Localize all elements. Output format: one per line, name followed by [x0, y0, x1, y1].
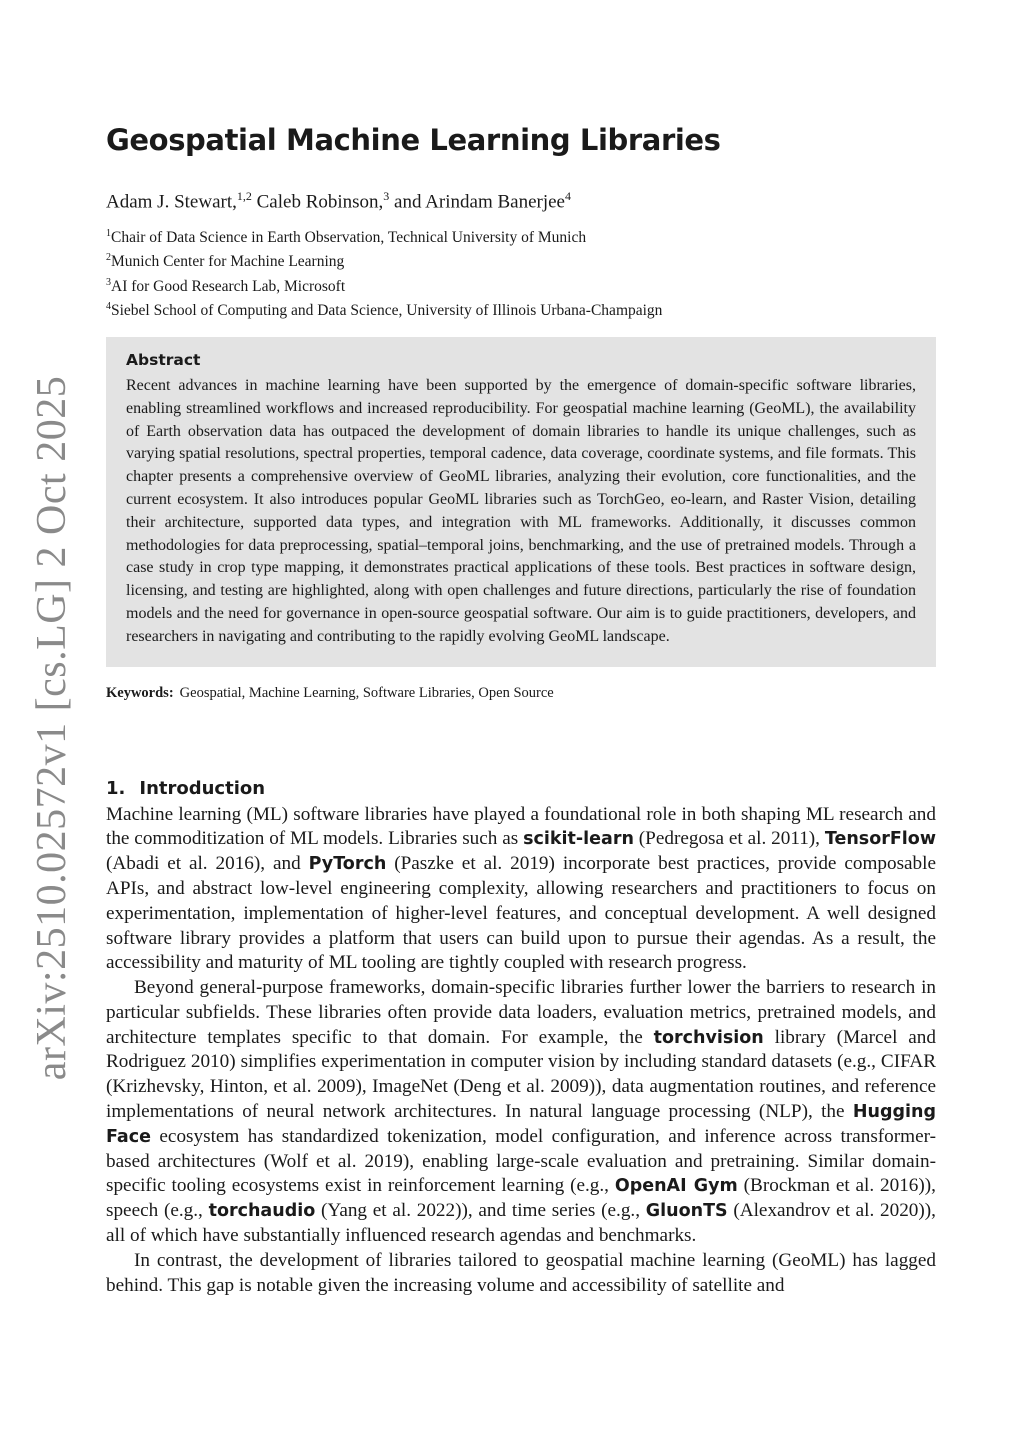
section-title: Introduction: [139, 777, 266, 799]
library-gluonts: GluonTS: [645, 1201, 728, 1222]
paragraph-2-text-1: Beyond general-purpose frameworks, domain-specific libraries further lower the barriers to research in particular subfields. These libraries often provide data loaders, evaluation metrics, pretrained models, and architecture templates specific to that domain. For example, the: [106, 977, 936, 1048]
library-openai-gym: OpenAI Gym: [614, 1176, 738, 1197]
paragraph-1-text-1: Machine learning (ML) software libraries have played a foundational role in both shaping ML research and the commoditization of ML models. Libraries such as: [106, 803, 936, 850]
affiliation-3-text: AI for Good Research Lab, Microsoft: [111, 277, 346, 295]
abstract-text: Recent advances in machine learning have been supported by the emergence of domain-specific software libraries, enabling streamlined workflows and increased reproducibility. For geospatial machine learning (GeoML), the availability of Earth observation data has outpaced the development of domain libraries to handle its unique challenges, such as varying spatial resolutions, spectral properties, temporal cadence, data coverage, coordinate systems, and file formats. This chapter presents a comprehensive overview of GeoML libraries, analyzing their evolution, core functionalities, and the current ecosystem. It also introduces popular GeoML libraries such as TorchGeo, eo-learn, and Raster Vision, detailing their architecture, supported data types, and integration with ML frameworks. Additionally, it discusses common methodologies for data preprocessing, spatial–temporal joins, benchmarking, and the use of pretrained models. Through a case study in crop type mapping, it demonstrates practical applications of these tools. Best practices in software design, licensing, and testing are highlighted, along with open challenges and future directions, particularly the rise of foundation models and the need for governance in open-source geospatial software. Our aim is to guide practitioners, developers, and researchers in navigating and contributing to the rapidly evolving GeoML landscape.: [126, 376, 916, 645]
keywords-value: Geospatial, Machine Learning, Software Libraries, Open Source: [179, 684, 554, 701]
abstract-heading: Abstract: [126, 350, 201, 369]
affiliation-1-marker: 1: [106, 228, 111, 240]
paragraph-2-text-2: library (Marcel and Rodriguez 2010) simplifies experimentation in computer vision by including standard datasets (e.g., CIFAR (Krizhevsky, Hinton, et al. 2009), ImageNet (Deng et al. 2009)), data augmentation routines, and reference implementations of neural network architectures. In natural language processing (NLP), the: [106, 1026, 936, 1123]
affiliation-1: [106, 224, 936, 248]
section-number: 1.: [106, 777, 126, 799]
affiliation-1-text: Chair of Data Science in Earth Observation, Technical University of Munich: [111, 229, 587, 247]
affiliation-4-text: Siebel School of Computing and Data Science, University of Illinois Urbana-Champaign: [111, 301, 663, 319]
paragraph-2-text-6: (Alexandrov et al. 2020)), all of which have substantially influenced research agendas and benchmarks.: [106, 1200, 936, 1247]
affiliation-2-text: Munich Center for Machine Learning: [111, 253, 345, 271]
library-torchvision: torchvision: [653, 1027, 764, 1048]
affiliation-4: [106, 297, 936, 321]
author-list: [106, 184, 936, 214]
paragraph-2-text-4: (Brockman et al. 2016)), speech (e.g.,: [106, 1175, 936, 1222]
affiliation-2: [106, 248, 936, 272]
library-pytorch: PyTorch: [308, 854, 387, 875]
section-body: [106, 803, 936, 1299]
paragraph-1-text-4: (Paszke et al. 2019) incorporate best practices, provide composable APIs, and abstract low-level engineering complexity, allowing researchers and practitioners to focus on experimentation, implementation of higher-level features, and conceptual development. A well designed software library provides a platform that users can build upon to pursue their agendas. As a result, the accessibility and maturity of ML tooling are tightly coupled with research progress.: [106, 853, 936, 974]
library-scikit-learn: scikit-learn: [523, 829, 634, 850]
author-banerjee: and Arindam Banerjee: [389, 191, 565, 213]
paragraph-2: [106, 976, 936, 1249]
abstract-box: [106, 337, 936, 667]
affiliation-list: [106, 224, 936, 321]
paragraph-2-text-3: ecosystem has standardized tokenization, model configuration, and inference across transformer-based architectures (Wolf et al. 2019), enabling large-scale evaluation and pretraining. Similar domain-specific tooling ecosystems exist in reinforcement learning (e.g.,: [106, 1125, 936, 1197]
author-stewart: Adam J. Stewart,: [106, 191, 237, 213]
affiliation-4-marker: 4: [106, 300, 111, 312]
paragraph-1-text-3: (Abadi et al. 2016), and: [106, 853, 309, 875]
paragraph-1-text-2: (Pedregosa et al. 2011),: [633, 828, 825, 850]
library-torchaudio: torchaudio: [208, 1201, 316, 1222]
paragraph-3-text-1: In contrast, the development of libraries tailored to geospatial machine learning (GeoML) has lagged behind. This gap is notable given the increasing volume and accessibility of satellite and: [106, 1249, 936, 1296]
author-robinson-affil: 3: [383, 189, 390, 203]
affiliation-3-marker: 3: [106, 276, 111, 288]
paragraph-2-text-5: (Yang et al. 2022)), and time series (e.g.,: [315, 1200, 646, 1222]
keywords: [106, 685, 936, 702]
author-banerjee-affil: 4: [564, 189, 571, 203]
affiliation-2-marker: 2: [106, 252, 111, 264]
paper-page: [106, 112, 936, 1298]
arxiv-stamp: arXiv:2510.02572v1 [cs.LG] 2 Oct 2025: [29, 375, 75, 1081]
library-tensorflow: TensorFlow: [824, 829, 936, 850]
paragraph-1: [106, 803, 936, 977]
keywords-label: Keywords:: [106, 684, 174, 701]
paper-title: Geospatial Machine Learning Libraries: [106, 123, 721, 157]
affiliation-3: [106, 273, 936, 297]
author-stewart-affil: 1,2: [236, 189, 252, 203]
paragraph-3: [106, 1249, 936, 1299]
library-hugging-face: Hugging Face: [106, 1102, 936, 1147]
author-robinson: Caleb Robinson,: [251, 191, 384, 213]
section-heading: [106, 778, 936, 799]
